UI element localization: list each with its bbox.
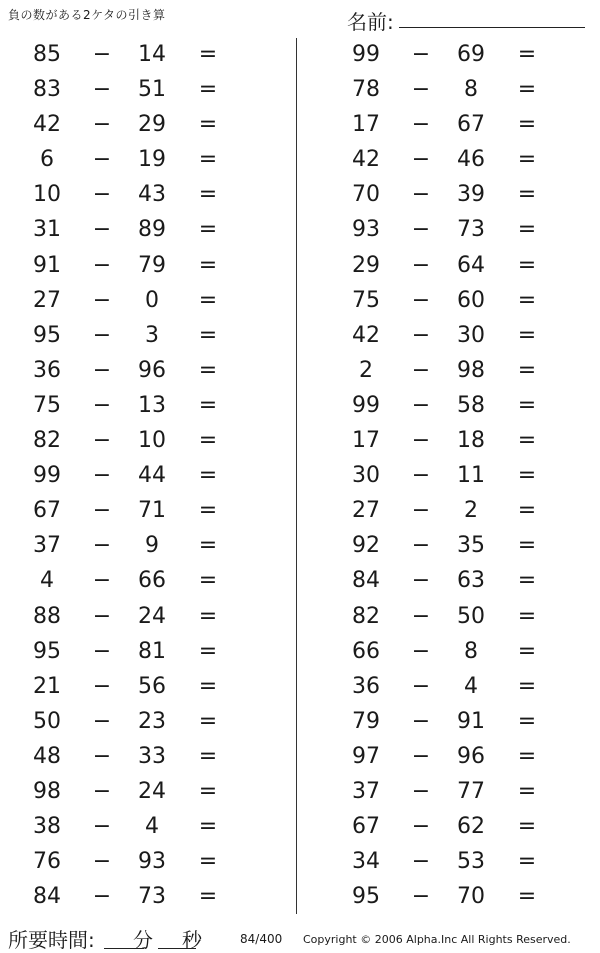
minus-sign: −	[92, 357, 112, 383]
subtrahend: 13	[138, 392, 166, 418]
minus-sign: −	[92, 42, 112, 67]
problem-row	[18, 879, 268, 914]
problem-row	[337, 704, 587, 739]
equals-sign: =	[198, 217, 218, 243]
equals-sign: =	[517, 77, 537, 103]
minus-sign: −	[411, 603, 431, 629]
equals-sign: =	[198, 708, 218, 734]
equals-sign: =	[517, 603, 537, 629]
equals-sign: =	[198, 603, 218, 629]
problem-row	[337, 177, 587, 212]
minuend: 27	[33, 287, 61, 313]
subtrahend: 30	[457, 322, 485, 348]
subtrahend: 96	[138, 357, 166, 383]
subtrahend: 24	[138, 603, 166, 629]
problem-row	[337, 353, 587, 388]
minus-sign: −	[92, 884, 112, 910]
minus-sign: −	[92, 638, 112, 664]
problem-row	[18, 318, 268, 353]
equals-sign: =	[198, 182, 218, 208]
problems-right-column	[337, 37, 587, 914]
equals-sign: =	[198, 463, 218, 489]
equals-sign: =	[198, 498, 218, 524]
problem-row	[337, 634, 587, 669]
minuend: 78	[352, 77, 380, 103]
equals-sign: =	[198, 77, 218, 103]
equals-sign: =	[517, 673, 537, 699]
equals-sign: =	[198, 112, 218, 138]
minus-sign: −	[92, 708, 112, 734]
problem-row	[337, 458, 587, 493]
minuend: 88	[33, 603, 61, 629]
problem-row	[337, 107, 587, 142]
minus-sign: −	[411, 42, 431, 67]
minus-sign: −	[92, 147, 112, 173]
problem-row	[18, 107, 268, 142]
problem-row	[18, 844, 268, 879]
minus-sign: −	[411, 533, 431, 559]
minuend: 2	[359, 357, 373, 383]
problem-row	[18, 634, 268, 669]
minuend: 17	[352, 428, 380, 454]
minus-sign: −	[92, 498, 112, 524]
equals-sign: =	[517, 533, 537, 559]
problem-row	[18, 72, 268, 107]
minuend: 36	[33, 357, 61, 383]
minuend: 91	[33, 252, 61, 278]
minus-sign: −	[411, 182, 431, 208]
minuend: 98	[33, 778, 61, 804]
problem-row	[18, 774, 268, 809]
subtrahend: 79	[138, 252, 166, 278]
problem-row	[18, 528, 268, 563]
equals-sign: =	[198, 322, 218, 348]
subtrahend: 39	[457, 182, 485, 208]
minuend: 92	[352, 533, 380, 559]
problem-row	[337, 142, 587, 177]
equals-sign: =	[517, 638, 537, 664]
equals-sign: =	[198, 778, 218, 804]
equals-sign: =	[198, 743, 218, 769]
subtrahend: 64	[457, 252, 485, 278]
equals-sign: =	[198, 533, 218, 559]
minus-sign: −	[92, 322, 112, 348]
subtrahend: 24	[138, 778, 166, 804]
minuend: 99	[352, 42, 380, 67]
subtrahend: 0	[145, 287, 159, 313]
problem-row	[337, 809, 587, 844]
subtrahend: 67	[457, 112, 485, 138]
equals-sign: =	[198, 673, 218, 699]
subtrahend: 63	[457, 568, 485, 594]
minuend: 93	[352, 217, 380, 243]
subtrahend: 3	[145, 322, 159, 348]
equals-sign: =	[517, 322, 537, 348]
subtrahend: 73	[457, 217, 485, 243]
minuend: 75	[33, 392, 61, 418]
problem-row	[18, 388, 268, 423]
minus-sign: −	[411, 638, 431, 664]
minuend: 84	[352, 568, 380, 594]
minuend: 34	[352, 849, 380, 875]
equals-sign: =	[517, 778, 537, 804]
minus-sign: −	[411, 708, 431, 734]
subtrahend: 44	[138, 463, 166, 489]
subtrahend: 14	[138, 42, 166, 67]
problem-row	[18, 669, 268, 704]
minus-sign: −	[92, 743, 112, 769]
minuend: 99	[352, 392, 380, 418]
minus-sign: −	[411, 217, 431, 243]
minus-sign: −	[92, 217, 112, 243]
equals-sign: =	[517, 252, 537, 278]
problem-row	[337, 844, 587, 879]
minus-sign: −	[411, 814, 431, 840]
minuend: 66	[352, 638, 380, 664]
minuend: 48	[33, 743, 61, 769]
minus-sign: −	[411, 673, 431, 699]
subtrahend: 56	[138, 673, 166, 699]
problem-row	[18, 353, 268, 388]
equals-sign: =	[517, 392, 537, 418]
subtrahend: 89	[138, 217, 166, 243]
problem-row	[337, 774, 587, 809]
subtrahend: 69	[457, 42, 485, 67]
problem-row	[337, 879, 587, 914]
equals-sign: =	[517, 884, 537, 910]
column-divider	[296, 38, 297, 914]
minus-sign: −	[411, 392, 431, 418]
subtrahend: 10	[138, 428, 166, 454]
problem-row	[18, 493, 268, 528]
minuend: 31	[33, 217, 61, 243]
subtrahend: 96	[457, 743, 485, 769]
minus-sign: −	[92, 287, 112, 313]
subtrahend: 4	[145, 814, 159, 840]
problem-row	[18, 142, 268, 177]
subtrahend: 23	[138, 708, 166, 734]
equals-sign: =	[517, 849, 537, 875]
subtrahend: 60	[457, 287, 485, 313]
problem-row	[337, 739, 587, 774]
minuend: 67	[352, 814, 380, 840]
minus-sign: −	[92, 182, 112, 208]
subtrahend: 9	[145, 533, 159, 559]
problem-row	[18, 739, 268, 774]
minuend: 29	[352, 252, 380, 278]
problem-row	[337, 283, 587, 318]
minus-sign: −	[411, 849, 431, 875]
problem-row	[337, 248, 587, 283]
minuend: 37	[33, 533, 61, 559]
minus-sign: −	[411, 568, 431, 594]
subtrahend: 8	[464, 77, 478, 103]
problem-row	[337, 72, 587, 107]
problem-row	[18, 177, 268, 212]
subtrahend: 46	[457, 147, 485, 173]
minus-sign: −	[411, 252, 431, 278]
equals-sign: =	[517, 708, 537, 734]
page-number: 84/400	[240, 932, 283, 946]
minuend: 95	[352, 884, 380, 910]
equals-sign: =	[517, 743, 537, 769]
equals-sign: =	[198, 849, 218, 875]
equals-sign: =	[517, 428, 537, 454]
subtrahend: 4	[464, 673, 478, 699]
subtrahend: 50	[457, 603, 485, 629]
equals-sign: =	[198, 42, 218, 67]
subtrahend: 53	[457, 849, 485, 875]
minuend: 42	[33, 112, 61, 138]
problem-row	[337, 528, 587, 563]
minuend: 27	[352, 498, 380, 524]
minus-sign: −	[411, 743, 431, 769]
equals-sign: =	[198, 568, 218, 594]
minus-sign: −	[411, 112, 431, 138]
subtrahend: 71	[138, 498, 166, 524]
problem-row	[18, 423, 268, 458]
minuend: 85	[33, 42, 61, 67]
equals-sign: =	[517, 463, 537, 489]
equals-sign: =	[198, 814, 218, 840]
problem-row	[337, 423, 587, 458]
equals-sign: =	[517, 814, 537, 840]
minus-sign: −	[411, 322, 431, 348]
problem-row	[18, 704, 268, 739]
subtrahend: 70	[457, 884, 485, 910]
subtrahend: 18	[457, 428, 485, 454]
minuend: 82	[33, 428, 61, 454]
minus-sign: −	[411, 463, 431, 489]
equals-sign: =	[517, 287, 537, 313]
problem-row	[18, 563, 268, 598]
equals-sign: =	[517, 217, 537, 243]
problem-row	[18, 283, 268, 318]
minuend: 99	[33, 463, 61, 489]
problem-row	[18, 458, 268, 493]
minus-sign: −	[92, 603, 112, 629]
minuend: 30	[352, 463, 380, 489]
equals-sign: =	[198, 287, 218, 313]
equals-sign: =	[198, 392, 218, 418]
minuend: 95	[33, 638, 61, 664]
minuend: 10	[33, 182, 61, 208]
equals-sign: =	[517, 357, 537, 383]
minuend: 50	[33, 708, 61, 734]
subtrahend: 8	[464, 638, 478, 664]
minuend: 37	[352, 778, 380, 804]
minuend: 82	[352, 603, 380, 629]
name-label: 名前:	[347, 10, 394, 34]
minus-sign: −	[92, 778, 112, 804]
problem-row	[337, 493, 587, 528]
subtrahend: 35	[457, 533, 485, 559]
equals-sign: =	[517, 42, 537, 67]
subtrahend: 91	[457, 708, 485, 734]
minus-sign: −	[411, 778, 431, 804]
minus-sign: −	[92, 392, 112, 418]
minus-sign: −	[411, 287, 431, 313]
problem-row	[337, 212, 587, 247]
minus-sign: −	[92, 77, 112, 103]
seconds-unit: 秒	[182, 928, 202, 952]
name-field	[347, 6, 587, 32]
subtrahend: 62	[457, 814, 485, 840]
problem-row	[337, 318, 587, 353]
subtrahend: 51	[138, 77, 166, 103]
problem-row	[18, 212, 268, 247]
minuend: 97	[352, 743, 380, 769]
subtrahend: 29	[138, 112, 166, 138]
minuend: 42	[352, 147, 380, 173]
minuend: 21	[33, 673, 61, 699]
problem-row	[18, 37, 268, 72]
minus-sign: −	[92, 568, 112, 594]
minus-sign: −	[92, 814, 112, 840]
minus-sign: −	[92, 849, 112, 875]
subtrahend: 66	[138, 568, 166, 594]
minus-sign: −	[411, 77, 431, 103]
subtrahend: 2	[464, 498, 478, 524]
subtrahend: 43	[138, 182, 166, 208]
subtrahend: 33	[138, 743, 166, 769]
copyright-notice: Copyright © 2006 Alpha.Inc All Rights Reserved.	[303, 933, 571, 946]
problem-row	[337, 669, 587, 704]
minuend: 42	[352, 322, 380, 348]
subtrahend: 81	[138, 638, 166, 664]
equals-sign: =	[517, 112, 537, 138]
time-taken-label: 所要時間:	[8, 928, 95, 952]
equals-sign: =	[198, 884, 218, 910]
subtrahend: 19	[138, 147, 166, 173]
problem-row	[337, 37, 587, 72]
problem-row	[337, 388, 587, 423]
equals-sign: =	[198, 638, 218, 664]
minus-sign: −	[411, 884, 431, 910]
problem-row	[18, 248, 268, 283]
worksheet-title: 負の数がある2ケタの引き算	[8, 8, 166, 22]
minuend: 70	[352, 182, 380, 208]
subtrahend: 73	[138, 884, 166, 910]
subtrahend: 93	[138, 849, 166, 875]
subtrahend: 98	[457, 357, 485, 383]
minus-sign: −	[92, 673, 112, 699]
problem-row	[18, 599, 268, 634]
equals-sign: =	[198, 252, 218, 278]
minus-sign: −	[411, 357, 431, 383]
minutes-unit: 分	[133, 928, 153, 952]
minuend: 4	[40, 568, 54, 594]
problem-row	[337, 599, 587, 634]
equals-sign: =	[517, 568, 537, 594]
minuend: 75	[352, 287, 380, 313]
subtrahend: 58	[457, 392, 485, 418]
minuend: 38	[33, 814, 61, 840]
minus-sign: −	[411, 498, 431, 524]
minuend: 95	[33, 322, 61, 348]
minuend: 83	[33, 77, 61, 103]
minus-sign: −	[92, 533, 112, 559]
equals-sign: =	[517, 147, 537, 173]
problem-row	[18, 809, 268, 844]
subtrahend: 11	[457, 463, 485, 489]
minus-sign: −	[411, 147, 431, 173]
minuend: 17	[352, 112, 380, 138]
minuend: 36	[352, 673, 380, 699]
problem-row	[337, 563, 587, 598]
minus-sign: −	[411, 428, 431, 454]
subtrahend: 77	[457, 778, 485, 804]
minuend: 76	[33, 849, 61, 875]
equals-sign: =	[517, 498, 537, 524]
minus-sign: −	[92, 463, 112, 489]
minus-sign: −	[92, 428, 112, 454]
minuend: 79	[352, 708, 380, 734]
equals-sign: =	[198, 357, 218, 383]
equals-sign: =	[198, 428, 218, 454]
minuend: 6	[40, 147, 54, 173]
equals-sign: =	[198, 147, 218, 173]
minus-sign: −	[92, 112, 112, 138]
equals-sign: =	[517, 182, 537, 208]
problems-left-column	[18, 37, 268, 914]
minuend: 84	[33, 884, 61, 910]
minuend: 67	[33, 498, 61, 524]
name-blank-line	[399, 27, 585, 28]
minus-sign: −	[92, 252, 112, 278]
